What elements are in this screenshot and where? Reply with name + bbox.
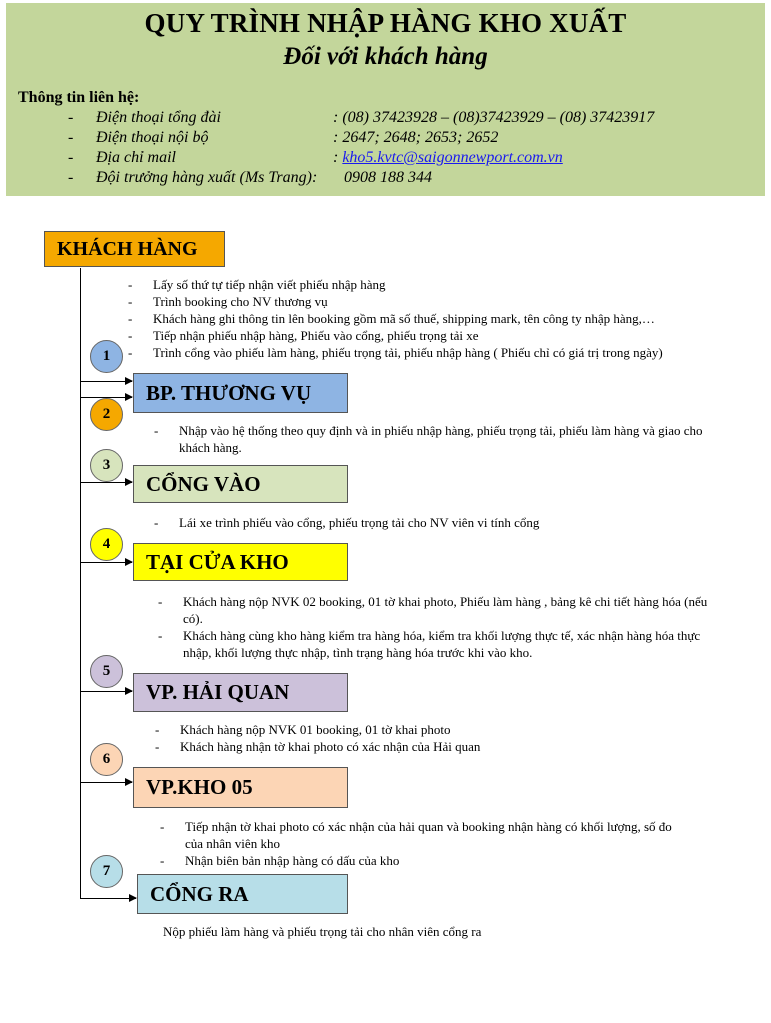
email-link[interactable]: kho5.kvtc@saigonnewport.com.vn bbox=[342, 149, 563, 166]
header-banner bbox=[6, 3, 765, 196]
contact-label: Đội trưởng hàng xuất (Ms Trang): bbox=[96, 169, 318, 186]
box-vp-kho-05: VP.KHO 05 bbox=[133, 767, 348, 808]
box-bp-thuong-vu: BP. THƯƠNG VỤ bbox=[133, 373, 348, 413]
note-item: - Khách hàng nhận tờ khai photo có xác nhận của Hải quan bbox=[155, 738, 725, 755]
contact-value: : (08) 37423928 – (08)37423929 – (08) 37423917 bbox=[333, 109, 655, 126]
note-item: - Tiếp nhận phiếu nhập hàng, Phiếu vào cổng, phiếu trọng tải xe bbox=[128, 327, 748, 344]
note-item: - Trình booking cho NV thương vụ bbox=[128, 293, 748, 310]
notes-vp-hai-quan bbox=[155, 721, 725, 755]
box-khach-hang: KHÁCH HÀNG bbox=[44, 231, 225, 267]
step-number-5: 5 bbox=[90, 655, 123, 688]
page-title: QUY TRÌNH NHẬP HÀNG KHO XUẤT bbox=[144, 8, 627, 38]
note-item: - Khách hàng nộp NVK 02 booking, 01 tờ khai photo, Phiếu làm hàng , bảng kê chi tiết hàng hóa (nếu có). bbox=[158, 593, 728, 627]
contact-value bbox=[333, 149, 563, 167]
note-item: - Nhận biên bản nhập hàng có dấu của kho bbox=[160, 852, 680, 869]
box-cong-ra: CỔNG RA bbox=[137, 874, 348, 914]
note-item: - Nhập vào hệ thống theo quy định và in phiếu nhập hàng, phiếu trọng tải, phiếu làm hàng và giao cho khách hàng. bbox=[154, 422, 734, 456]
arrow-step-7 bbox=[80, 898, 136, 899]
step-number-6: 6 bbox=[90, 743, 123, 776]
note-item: - Tiếp nhận tờ khai photo có xác nhận của hải quan và booking nhận hàng có khối lượng, số đo của nhân viên kho bbox=[160, 818, 680, 852]
contact-label: Điện thoại nội bộ bbox=[96, 129, 209, 146]
dash: - bbox=[68, 109, 74, 126]
step-number-1: 1 bbox=[90, 340, 123, 373]
dash: - bbox=[68, 129, 74, 146]
step-number-4: 4 bbox=[90, 528, 123, 561]
note-item: - Khách hàng ghi thông tin lên booking gồm mã số thuế, shipping mark, tên công ty nhập hàng,… bbox=[128, 310, 748, 327]
step-number-3: 3 bbox=[90, 449, 123, 482]
box-vp-hai-quan: VP. HẢI QUAN bbox=[133, 673, 348, 712]
notes-tai-cua-kho bbox=[158, 593, 728, 661]
note-item: - Trình cổng vào phiếu làm hàng, phiếu trọng tải, phiếu nhập hàng ( Phiếu chỉ có giá trị trong ngày) bbox=[128, 344, 748, 361]
arrow-step-3 bbox=[80, 482, 132, 483]
contact-label: Điện thoại tổng đài bbox=[96, 109, 221, 126]
note-item: - Lấy số thứ tự tiếp nhận viết phiếu nhập hàng bbox=[128, 276, 748, 293]
contact-value: : 2647; 2648; 2653; 2652 bbox=[333, 129, 499, 146]
flow-spine bbox=[80, 268, 81, 899]
box-cong-vao: CỔNG VÀO bbox=[133, 465, 348, 503]
step-number-2: 2 bbox=[90, 398, 123, 431]
notes-vp-kho-05 bbox=[160, 818, 680, 869]
arrow-step-1 bbox=[80, 381, 132, 382]
email-prefix: : bbox=[333, 149, 343, 166]
note-item: - Khách hàng cùng kho hàng kiểm tra hàng hóa, kiểm tra khối lượng thực tế, xác nhận hàng hóa thực nhập, khối lượng thực nhập, tình trạng hàng hóa trước khi vào kho. bbox=[158, 627, 728, 661]
dash: - bbox=[68, 149, 74, 166]
start-notes bbox=[128, 276, 748, 361]
box-tai-cua-kho: TẠI CỬA KHO bbox=[133, 543, 348, 581]
contact-label: Địa chỉ mail bbox=[96, 149, 176, 166]
page-subtitle: Đối với khách hàng bbox=[283, 43, 488, 70]
final-note: Nộp phiếu làm hàng và phiếu trọng tải cho nhân viên cổng ra bbox=[163, 924, 482, 939]
note-item: - Lái xe trình phiếu vào cổng, phiếu trọng tải cho NV viên vi tính cổng bbox=[154, 514, 734, 531]
notes-bp-thuong-vu bbox=[154, 422, 734, 456]
arrow-step-6 bbox=[80, 782, 132, 783]
contact-value: 0908 188 344 bbox=[344, 169, 432, 186]
contact-heading: Thông tin liên hệ: bbox=[18, 89, 140, 106]
arrow-step-4 bbox=[80, 562, 132, 563]
note-item: - Khách hàng nộp NVK 01 booking, 01 tờ khai photo bbox=[155, 721, 725, 738]
notes-cong-vao bbox=[154, 514, 734, 531]
arrow-step-5 bbox=[80, 691, 132, 692]
step-number-7: 7 bbox=[90, 855, 123, 888]
dash: - bbox=[68, 169, 74, 186]
